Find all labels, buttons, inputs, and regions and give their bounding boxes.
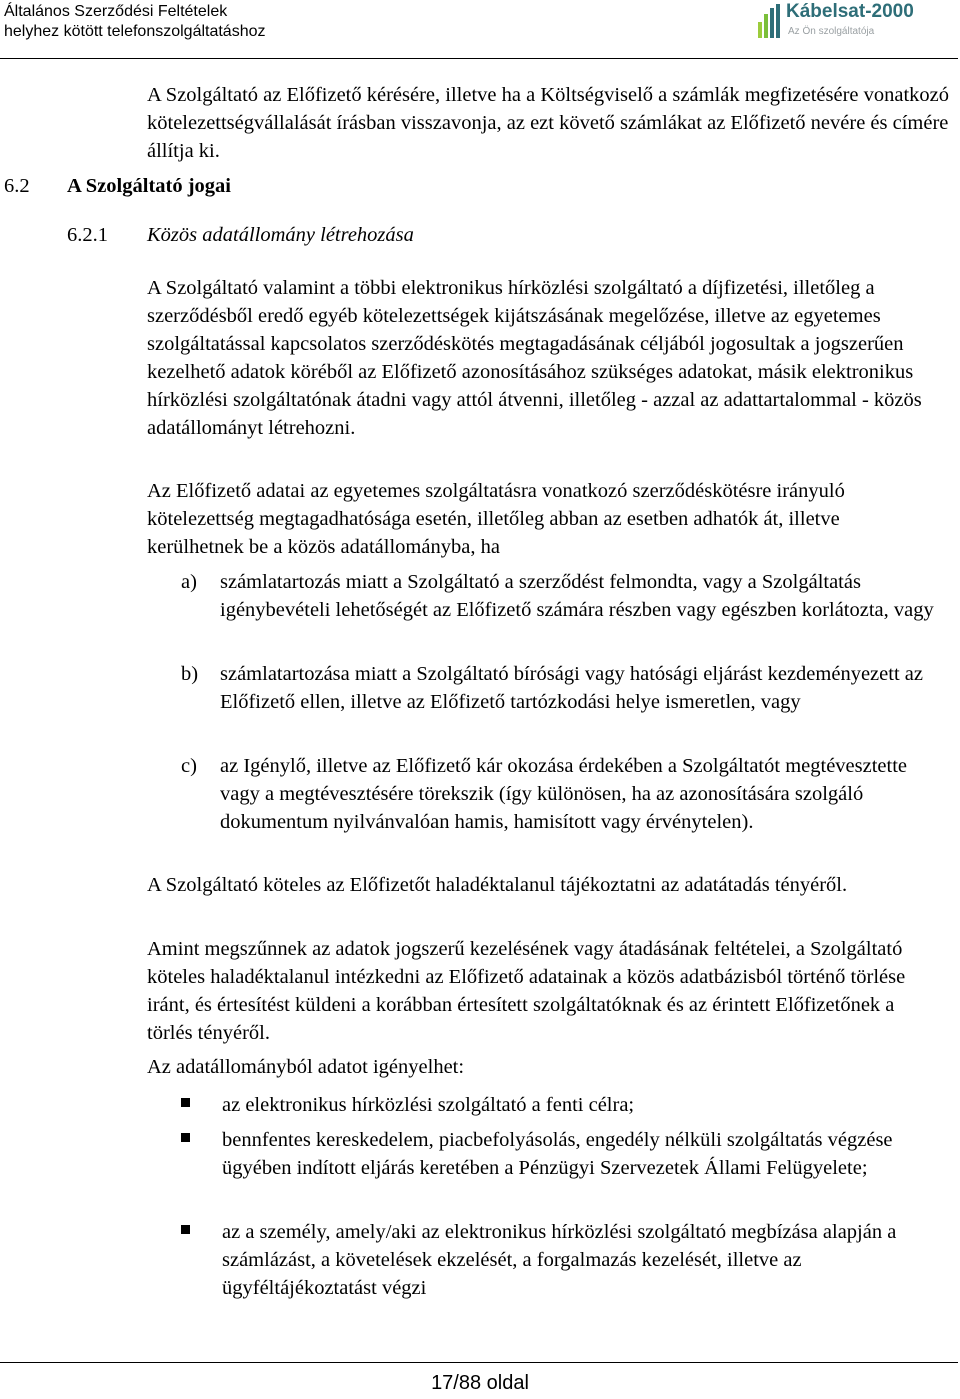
logo-name: Kábelsat-2000	[786, 1, 914, 22]
subsection-title: Közös adatállomány létrehozása	[147, 224, 414, 246]
paragraph-deletion: Amint megszűnnek az adatok jogszerű kezelésének vagy átadásának feltételei, a Szolgáltató köteles haladéktalanul intézkedni az Előfizető adatainak a közös adatbázisból történő törlése iránt, és értesítést küldeni a korábban értesített szolgáltatóknak és az érintett Előfizetőnek a törlés tényéről.	[147, 938, 906, 1044]
header-divider	[0, 58, 958, 59]
list-item-text: számlatartozás miatt a Szolgáltató a szerződést felmondta, vagy a Szolgáltatás igénybevételi lehetőségét az Előfizető számára részben vagy egészben korlátozta, vagy	[220, 571, 934, 621]
footer-divider	[0, 1362, 958, 1363]
section-number: 6.2	[4, 175, 30, 197]
paragraph-requesters: Az adatállományból adatot igényelhet:	[147, 1056, 465, 1078]
document-header	[4, 2, 266, 42]
bullet-square-icon	[181, 1133, 190, 1142]
company-logo	[758, 2, 956, 42]
logo-bars-icon	[758, 4, 780, 38]
section-title: A Szolgáltató jogai	[67, 175, 231, 197]
bullet-square-icon	[181, 1098, 190, 1107]
header-subtitle: helyhez kötött telefonszolgáltatáshoz	[4, 23, 266, 40]
list-item-label: b)	[181, 663, 199, 685]
bullet-item: az elektronikus hírközlési szolgáltató a fenti célra;	[222, 1094, 635, 1116]
list-item-text: számlatartozása miatt a Szolgáltató bírósági vagy hatósági eljárást kezdeményezett az Előfizető ellen, illetve az Előfizető tartózkodási helye ismeretlen, vagy	[220, 663, 923, 713]
header-title: Általános Szerződési Feltételek	[4, 3, 228, 20]
paragraph-data-sharing: A Szolgáltató valamint a többi elektronikus hírközlési szolgáltató a díjfizetési, illetőleg a szerződésből eredő egyéb kötelezettségek kijátszásának megelőzése, illetve az egyetemes szolgáltatással kapcsolatos szerződéskötés megtagadásának céljából jogosultak a jogszerűen kezelhető adatok köréből az Előfizető azonosításához szükséges adatokat, másik elektronikus hírközlési szolgáltatónak átadni vagy attól átvenni, illetőleg - azzal az adattartalommal - közös adatállományt létrehozni.	[147, 277, 922, 439]
list-item-label: c)	[181, 755, 197, 777]
list-item-label: a)	[181, 571, 197, 593]
bullet-square-icon	[181, 1225, 190, 1234]
paragraph-notification: A Szolgáltató köteles az Előfizetőt haladéktalanul tájékoztatni az adatátadás tényéről.	[147, 874, 848, 896]
list-item-text: az Igénylő, illetve az Előfizető kár okozása érdekében a Szolgáltatót megtévesztette vagy a megtévesztésére törekszik (így különösen, ha az azonosítására szolgáló dokumentum nyilvánvalóan hamis, hamisított vagy érvénytelen).	[220, 755, 908, 833]
subsection-number: 6.2.1	[67, 224, 108, 246]
intro-paragraph: A Szolgáltató az Előfizető kérésére, illetve ha a Költségviselő a számlák megfizetésére vonatkozó kötelezettségvállalását írásban visszavonja, az ezt követő számlákat az Előfizető nevére és címére állítja ki.	[147, 84, 950, 162]
bullet-item: bennfentes kereskedelem, piacbefolyásolás, engedély nélküli szolgáltatás végzése ügyében indított eljárás keretében a Pénzügyi Szervezetek Állami Felügyelete;	[222, 1129, 893, 1179]
paragraph-conditions: Az Előfizető adatai az egyetemes szolgáltatásra vonatkozó szerződéskötésre irányuló kötelezettség megtagadhatósága esetén, illetőleg abban az esetben adhatók át, illetve kerülhetnek be a közös adatállományba, ha	[147, 480, 845, 558]
logo-tagline: Az Ön szolgáltatója	[788, 26, 875, 37]
page-number: 17/88 oldal	[431, 1372, 529, 1394]
bullet-item: az a személy, amely/aki az elektronikus hírközlési szolgáltató megbízása alapján a számlázást, a követelések ekzelését, a forgalmazás kezelését, illetve az ügyféltájékoztatást végzi	[222, 1221, 897, 1299]
